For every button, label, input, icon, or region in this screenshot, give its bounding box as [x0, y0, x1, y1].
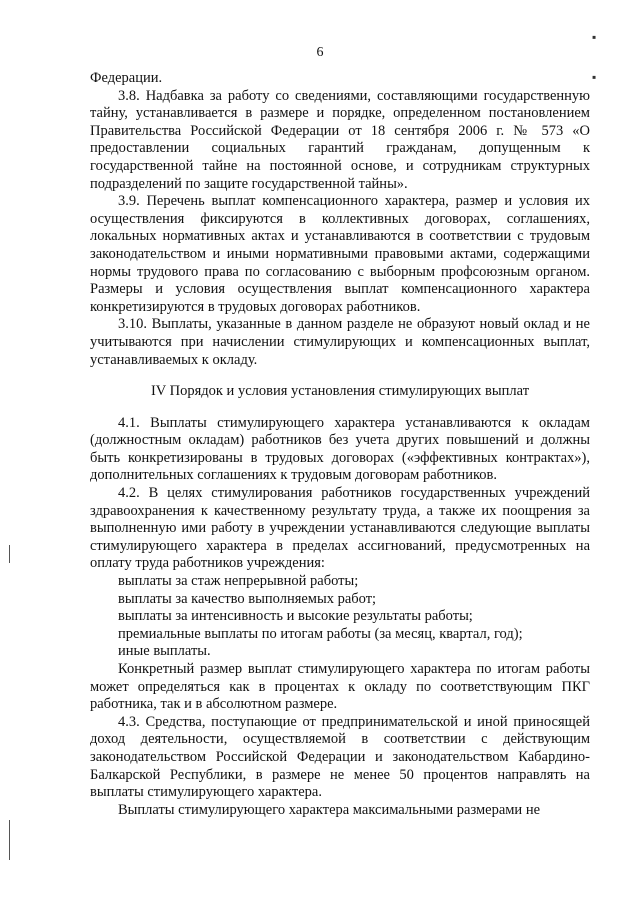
list-item: выплаты за стаж непрерывной работы; — [118, 573, 359, 590]
paragraph-specific-size: Конкретный размер выплат стимулирующего характера по итогам работы может определяться как в процентах к окладу по соответствующим ПКГ работника, так и в абсолютном размере. — [90, 661, 590, 713]
list-item: иные выплаты. — [118, 643, 211, 660]
paragraph-4-1: 4.1. Выплаты стимулирующего характера устанавливаются к окладам (должностным окладам) работников без учета других повышений и должны быть конкретизированы в трудовых договорах («эффективных контрактах»), дополнительных соглашениях к трудовым договорам работников. — [90, 414, 590, 484]
list-item: выплаты за качество выполняемых работ; — [118, 590, 377, 607]
document-body — [90, 70, 590, 819]
list-item: премиальные выплаты по итогам работы (за месяц, квартал, год); — [118, 625, 523, 642]
margin-line — [9, 545, 10, 563]
section-heading-iv: IV Порядок и условия установления стимулирующих выплат — [150, 383, 530, 400]
paragraph-4-3: 4.3. Средства, поступающие от предпринимательской и иной приносящей доход деятельности, осуществляемой в соответствии с действующим законодательством Российской Федерации и законодательством Кабардино-Балкарской Республики, в размере не менее 50 процентов направлять на выплаты стимулирующего характера. — [90, 713, 590, 801]
paragraph-max-sizes: Выплаты стимулирующего характера максимальными размерами не — [118, 801, 541, 818]
paragraph-federation: Федерации. — [90, 70, 163, 86]
paragraph-3-10: 3.10. Выплаты, указанные в данном разделе не образуют новый оклад и не учитываются при начислении стимулирующих и компенсационных выплат, устанавливаемых к окладу. — [90, 316, 590, 368]
scan-mark-second: ▪ — [592, 70, 597, 84]
paragraph-3-8: 3.8. Надбавка за работу со сведениями, составляющими государственную тайну, устанавливается в размере и порядке, определенном постановлением Правительства Российской Федерации от 18 сентября 2006 г. № 573 «О предоставлении социальных гарантий гражданам, допущенным к государственной тайне на постоянной основе, и сотрудникам структурных подразделений по защите государственной тайны». — [90, 87, 590, 192]
page-number: 6 — [316, 45, 324, 60]
paragraph-4-2: 4.2. В целях стимулирования работников государственных учреждений здравоохранения к качественному результату труда, а также их поощрения за выполненную ими работу в учреждении устанавливаются следующие выплаты стимулирующего характера в пределах ассигнований, предусмотренных на оплату труда работников учреждения: — [90, 485, 590, 572]
list-item: выплаты за интенсивность и высокие результаты работы; — [118, 608, 473, 625]
scan-mark-top: ▪ — [592, 30, 597, 44]
paragraph-3-9: 3.9. Перечень выплат компенсационного характера, размер и условия их осуществления фиксируются в коллективных договорах, соглашениях, локальных нормативных актах и устанавливаются в соответствии с трудовым законодательством и иными нормативными правовыми актами, содержащими нормы трудового права по согласованию с выборным профсоюзным органом. Размеры и условия осуществления выплат компенсационного характера конкретизируются в трудовых договорах работников. — [90, 193, 590, 315]
margin-line — [9, 820, 10, 860]
